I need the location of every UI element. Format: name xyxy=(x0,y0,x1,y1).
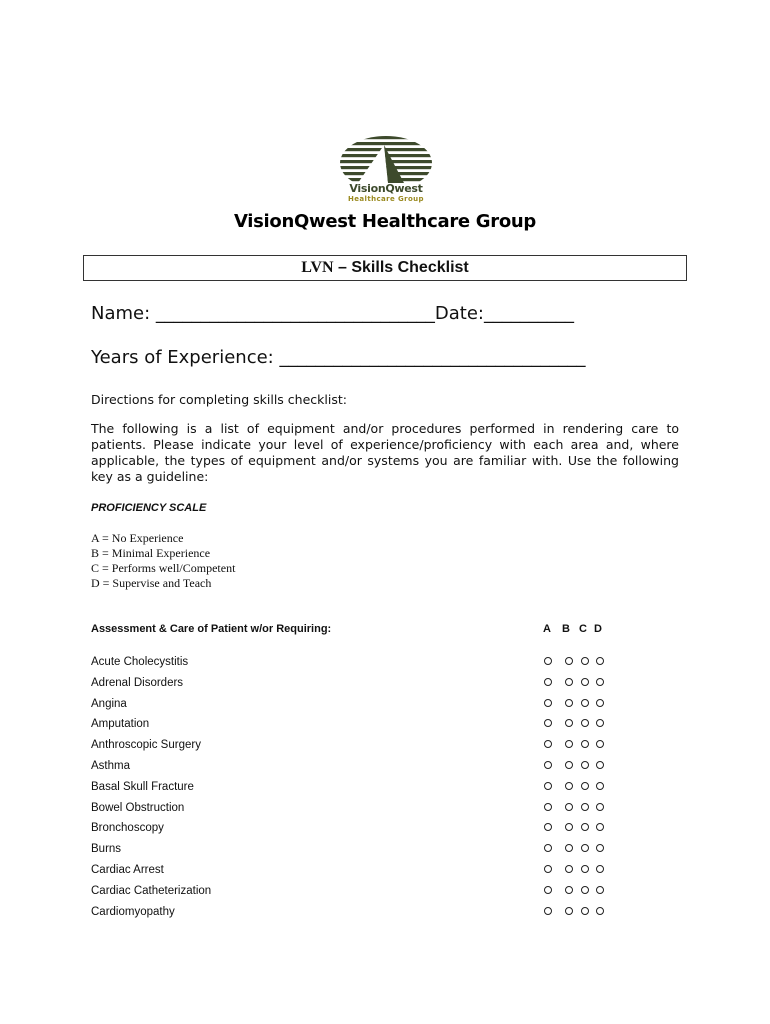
name-date-field[interactable]: Name: _______________________________Date:__________ xyxy=(91,303,574,324)
radio-d[interactable] xyxy=(596,823,604,831)
radio-b[interactable] xyxy=(565,886,573,894)
radio-b[interactable] xyxy=(565,907,573,915)
radio-b[interactable] xyxy=(565,719,573,727)
radio-d[interactable] xyxy=(596,761,604,769)
organization-title: VisionQwest Healthcare Group xyxy=(233,211,537,232)
section-heading: Assessment & Care of Patient w/or Requiring: xyxy=(91,623,332,635)
radio-c[interactable] xyxy=(581,803,589,811)
skill-row-label: Cardiomyopathy xyxy=(91,905,175,918)
skill-row-label: Bronchoscopy xyxy=(91,822,164,835)
radio-a[interactable] xyxy=(544,761,552,769)
radio-d[interactable] xyxy=(596,865,604,873)
radio-d[interactable] xyxy=(596,678,604,686)
proficiency-item: B = Minimal Experience xyxy=(91,546,211,560)
skill-row-label: Cardiac Arrest xyxy=(91,864,164,876)
radio-a[interactable] xyxy=(544,823,552,831)
radio-a[interactable] xyxy=(544,719,552,727)
radio-a[interactable] xyxy=(544,865,552,873)
proficiency-item: A = No Experience xyxy=(91,531,184,545)
radio-b[interactable] xyxy=(565,699,573,707)
skill-row-label: Burns xyxy=(91,843,122,856)
years-experience-field[interactable]: Years of Experience: __________________________________ xyxy=(91,347,586,368)
column-header-b: B xyxy=(562,623,570,635)
skill-row-label: Basal Skull Fracture xyxy=(91,780,194,793)
radio-a[interactable] xyxy=(544,844,552,852)
radio-b[interactable] xyxy=(565,761,573,769)
radio-c[interactable] xyxy=(581,844,589,852)
radio-b[interactable] xyxy=(565,823,573,831)
radio-b[interactable] xyxy=(565,657,573,665)
skill-row-label: Amputation xyxy=(91,718,150,731)
skill-row-label: Cardiac Catheterization xyxy=(91,884,212,897)
column-header-c: C xyxy=(579,623,587,635)
proficiency-item: C = Performs well/Competent xyxy=(91,561,236,575)
form-title-rest: – Skills Checklist xyxy=(333,259,469,276)
radio-b[interactable] xyxy=(565,844,573,852)
radio-a[interactable] xyxy=(544,699,552,707)
radio-a[interactable] xyxy=(544,657,552,665)
radio-b[interactable] xyxy=(565,803,573,811)
radio-c[interactable] xyxy=(581,699,589,707)
radio-b[interactable] xyxy=(565,865,573,873)
radio-a[interactable] xyxy=(544,886,552,894)
form-title-box xyxy=(83,255,687,281)
directions-heading: Directions for completing skills checklist: xyxy=(91,392,347,407)
proficiency-scale-heading: PROFICIENCY SCALE xyxy=(91,502,207,514)
radio-d[interactable] xyxy=(596,907,604,915)
radio-c[interactable] xyxy=(581,782,589,790)
column-header-d: D xyxy=(594,623,602,635)
radio-d[interactable] xyxy=(596,782,604,790)
radio-d[interactable] xyxy=(596,803,604,811)
skill-row-label: Anthroscopic Surgery xyxy=(91,739,201,752)
radio-a[interactable] xyxy=(544,907,552,915)
radio-c[interactable] xyxy=(581,657,589,665)
logo-brand-name: VisionQwest xyxy=(349,182,423,195)
radio-c[interactable] xyxy=(581,740,589,748)
column-header-a: A xyxy=(543,623,551,635)
skill-row-label: Asthma xyxy=(91,760,130,772)
skill-row-label: Bowel Obstruction xyxy=(91,801,185,814)
form-title-lvn: LVN xyxy=(301,259,334,276)
radio-d[interactable] xyxy=(596,740,604,748)
proficiency-scale-list xyxy=(91,531,235,591)
radio-b[interactable] xyxy=(565,782,573,790)
radio-d[interactable] xyxy=(596,699,604,707)
radio-c[interactable] xyxy=(581,865,589,873)
radio-a[interactable] xyxy=(544,678,552,686)
radio-a[interactable] xyxy=(544,740,552,748)
radio-b[interactable] xyxy=(565,740,573,748)
radio-c[interactable] xyxy=(581,886,589,894)
radio-a[interactable] xyxy=(544,782,552,790)
skill-row-label: Adrenal Disorders xyxy=(91,676,184,689)
skill-row-label: Acute Cholecystitis xyxy=(91,656,189,668)
skill-row-label: Angina xyxy=(91,697,127,710)
logo-brand-subtitle: Healthcare Group xyxy=(348,195,424,203)
radio-d[interactable] xyxy=(596,719,604,727)
radio-d[interactable] xyxy=(596,844,604,852)
radio-c[interactable] xyxy=(581,678,589,686)
proficiency-item: D = Supervise and Teach xyxy=(91,576,212,590)
radio-c[interactable] xyxy=(581,719,589,727)
radio-c[interactable] xyxy=(581,761,589,769)
radio-c[interactable] xyxy=(581,907,589,915)
directions-paragraph: The following is a list of equipment and/or procedures performed in rendering care to patients. Please indicate your level of experience/proficiency with each area and, where applicable, the types of equipment and/or systems you are familiar with. Use the following key as a guideline: xyxy=(91,421,679,484)
radio-b[interactable] xyxy=(565,678,573,686)
radio-d[interactable] xyxy=(596,657,604,665)
radio-c[interactable] xyxy=(581,823,589,831)
radio-a[interactable] xyxy=(544,803,552,811)
radio-d[interactable] xyxy=(596,886,604,894)
